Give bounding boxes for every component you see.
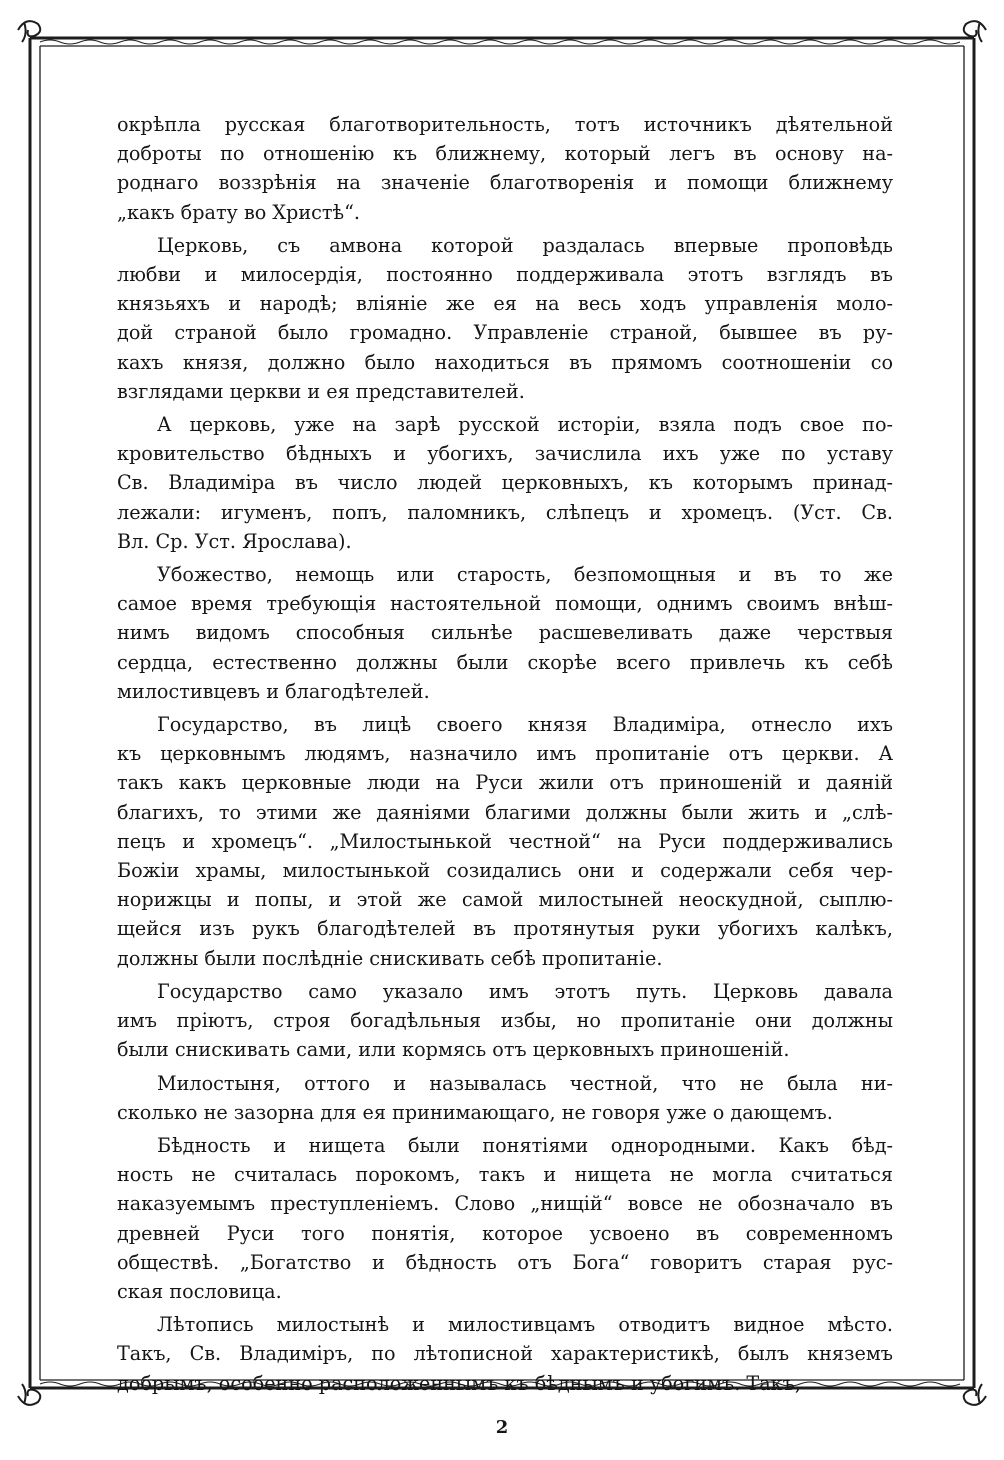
text-line: любви и милосердія, постоянно поддерживала этотъ взглядъ въ [117, 263, 893, 287]
paragraph [117, 110, 893, 227]
text-line: древней Руси того понятія, которое усвоено въ современномъ [117, 1221, 893, 1245]
page-number: 2 [495, 1417, 509, 1438]
text-line: ская пословица. [117, 1279, 282, 1303]
page-body-text [117, 110, 893, 1402]
text-line: Государство, въ лицѣ своего князя Владиміра, отнесло ихъ [157, 713, 893, 737]
text-line: благихъ, то этими же даяніями благими должны были жить и „слѣ- [117, 800, 893, 824]
paragraph [117, 710, 893, 973]
text-line: норижцы и попы, и этой же самой милостыней неоскудной, сыплю- [117, 888, 893, 912]
text-line: къ церковнымъ людямъ, назначило имъ пропитаніе отъ церкви. А [117, 742, 893, 766]
paragraph [117, 977, 893, 1065]
text-line: доброты по отношенію къ ближнему, который легъ въ основу на- [117, 142, 893, 166]
text-line: Церковь, съ амвона которой раздалась впервые проповѣдь [157, 233, 893, 257]
text-line: должны были послѣдніе снискивать себѣ пропитаніе. [117, 946, 663, 970]
text-line: щейся изъ рукъ благодѣтелей въ протянутыя руки убогихъ калѣкъ, [117, 917, 893, 941]
text-line: дой страной было громадно. Управленіе страной, бывшее въ ру- [117, 321, 893, 345]
text-line: лежали: игуменъ, попъ, паломникъ, слѣпецъ и хромецъ. (Уст. Св. [117, 500, 893, 524]
text-line: Государство само указало имъ этотъ путь. Церковь давала [157, 979, 893, 1003]
text-line: Бѣдность и нищета были понятіями однородными. Какъ бѣд- [157, 1133, 893, 1157]
text-line: добрымъ, особенно расположеннымъ къ бѣднымъ и убогимъ. Такъ, [117, 1371, 801, 1395]
text-line: ность не считалась порокомъ, такъ и нищета не могла считаться [117, 1163, 893, 1187]
text-line: милостивцевъ и благодѣтелей. [117, 679, 430, 703]
text-line: имъ пріютъ, строя богадѣльныя избы, но пропитаніе они должны [117, 1009, 893, 1033]
text-line: Милостыня, оттого и называлась честной, что не была ни- [157, 1071, 893, 1095]
text-line: были снискивать сами, или кормясь отъ церковныхъ приношеній. [117, 1038, 790, 1062]
paragraph [117, 1131, 893, 1306]
text-line: Убожество, немощь или старость, безпомощныя и въ то же [157, 563, 893, 587]
text-line: нимъ видомъ способныя сильнѣе расшевеливать даже черствыя [117, 621, 893, 645]
text-line: Вл. Ср. Уст. Ярослава). [117, 529, 352, 553]
paragraph [117, 560, 893, 706]
text-line: взглядами церкви и ея представителей. [117, 379, 525, 403]
text-line: такъ какъ церковные люди на Руси жили отъ приношеній и даяній [117, 771, 893, 795]
text-line: пецъ и хромецъ“. „Милостынькой честной“ на Руси поддерживались [117, 829, 893, 853]
text-line: Божіи храмы, милостынькой созидались они и содержали себя чер- [117, 859, 893, 883]
text-line: наказуемымъ преступленіемъ. Слово „нищій“ вовсе не обозначало въ [117, 1192, 893, 1216]
text-line: кахъ князя, должно было находиться въ прямомъ соотношеніи со [117, 350, 893, 374]
text-line: князьяхъ и народѣ; вліяніе же ея на весь ходъ управленія моло- [117, 292, 893, 316]
text-line: А церковь, уже на зарѣ русской исторіи, взяла подъ свое по- [157, 413, 893, 437]
text-line: кровительство бѣдныхъ и убогихъ, зачислила ихъ уже по уставу [117, 442, 893, 466]
text-line: самое время требующія настоятельной помощи, однимъ своимъ внѣш- [117, 592, 893, 616]
paragraph [117, 231, 893, 406]
paragraph [117, 1069, 893, 1127]
text-line: роднаго воззрѣнія на значеніе благотворенія и помощи ближнему [117, 171, 893, 195]
text-line: „какъ брату во Христѣ“. [117, 200, 360, 224]
text-line: Лѣтопись милостынѣ и милостивцамъ отводитъ видное мѣсто. [157, 1313, 893, 1337]
text-line: обществѣ. „Богатство и бѣдность отъ Бога“ говоритъ старая рус- [117, 1250, 893, 1274]
text-line: сердца, естественно должны были скорѣе всего привлечь къ себѣ [117, 650, 893, 674]
text-line: Св. Владиміра въ число людей церковныхъ, къ которымъ принад- [117, 471, 893, 495]
text-line: сколько не зазорна для ея принимающаго, не говоря уже о дающемъ. [117, 1100, 833, 1124]
text-line: окрѣпла русская благотворительность, тотъ источникъ дѣятельной [117, 113, 893, 136]
paragraph [117, 1310, 893, 1398]
text-line: Такъ, Св. Владиміръ, по лѣтописной характеристикѣ, былъ княземъ [117, 1342, 893, 1366]
paragraph [117, 410, 893, 556]
